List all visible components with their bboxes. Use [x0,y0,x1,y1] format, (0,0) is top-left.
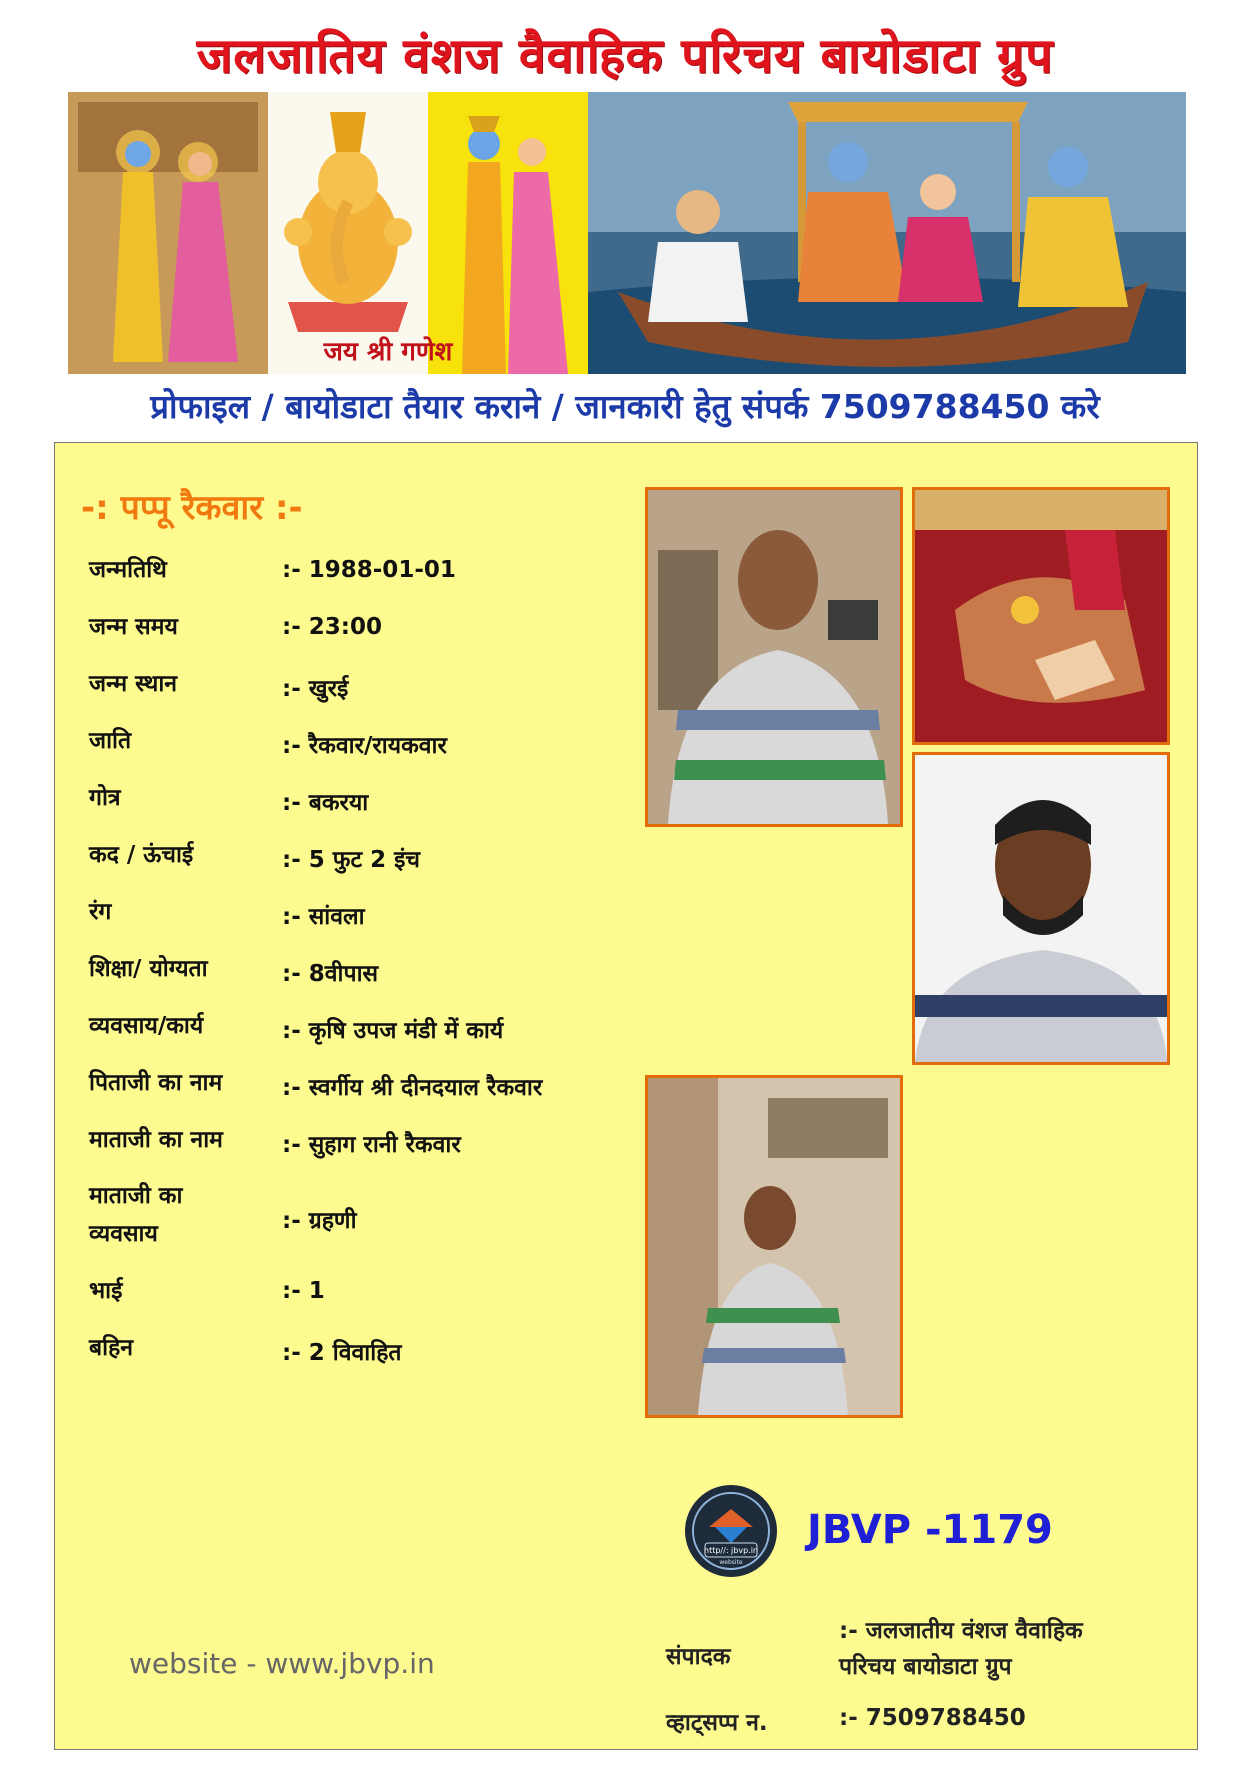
field-label: रंग [89,899,112,925]
field-value: :- 1 [282,1278,325,1304]
whatsapp-label: व्हाट्सप्प न. [666,1710,768,1736]
field-value: :- सांवला [282,904,365,930]
field-value: :- सुहाग रानी रैकवार [282,1132,461,1158]
field-label: जन्मतिथि [89,557,167,583]
ganesh-caption: जय श्री गणेश [323,337,453,367]
logo-icon [683,1483,779,1579]
logo-subtext: website [719,1559,743,1566]
field-label: कद / ऊंचाई [89,842,194,868]
field-value: :- 8वीपास [282,961,379,987]
field-label: जन्म समय [89,614,178,640]
field-label: व्यवसाय/कार्य [89,1013,204,1039]
field-value: :- खुरई [282,676,349,702]
field-value: :- कृषि उपज मंडी में कार्य [282,1018,504,1044]
editor-label: संपादक [666,1644,731,1670]
whatsapp-number: :- 7509788450 [839,1705,1026,1731]
field-label: जन्म स्थान [89,671,178,697]
field-value: :- 5 फुट 2 इंच [282,847,421,873]
header-banner [68,92,1186,374]
website-link[interactable]: website - www.jbvp.in [129,1647,435,1680]
field-label: माताजी का नाम [89,1127,223,1153]
wedding-hands-photo [912,487,1170,745]
field-value: :- 2 विवाहित [282,1340,402,1366]
candidate-photo-2 [912,752,1170,1065]
field-label: गोत्र [89,785,121,811]
biodata-panel [54,442,1198,1750]
jbvp-logo [683,1483,779,1579]
contact-line: प्रोफाइल / बायोडाटा तैयार कराने / जानकारी हेतु संपर्क 7509788450 करे [150,387,1100,426]
candidate-name: -: पप्पू रैकवार :- [81,488,303,528]
editor-value-line2: परिचय बायोडाटा ग्रुप [839,1654,1012,1680]
boat-scene-image [588,92,1186,374]
page-title: जलजातिय वंशज वैवाहिक परिचय बायोडाटा ग्रुप [196,28,1054,84]
field-label: पिताजी का नाम [89,1070,223,1096]
field-label: जाति [89,728,132,754]
rama-sita-image [68,92,268,374]
field-label: माताजी का व्यवसाय [89,1183,183,1247]
field-value: :- 1988-01-01 [282,557,456,583]
logo-text: http//: jbvp.in [704,1546,758,1555]
field-value: :- 23:00 [282,614,382,640]
candidate-photo-3 [645,1075,903,1418]
editor-value-line1: :- जलजातीय वंशज वैवाहिक [839,1618,1083,1644]
field-value: :- स्वर्गीय श्री दीनदयाल रैकवार [282,1075,543,1101]
field-label: शिक्षा/ योग्यता [89,956,208,982]
field-value: :- बकरया [282,790,369,816]
field-value: :- रैकवार/रायकवार [282,733,447,759]
field-label: बहिन [89,1335,134,1361]
field-value: :- ग्रहणी [282,1208,357,1234]
candidate-photo-1 [645,487,903,827]
profile-code: JBVP -1179 [807,1507,1053,1553]
field-label: भाई [89,1278,123,1304]
